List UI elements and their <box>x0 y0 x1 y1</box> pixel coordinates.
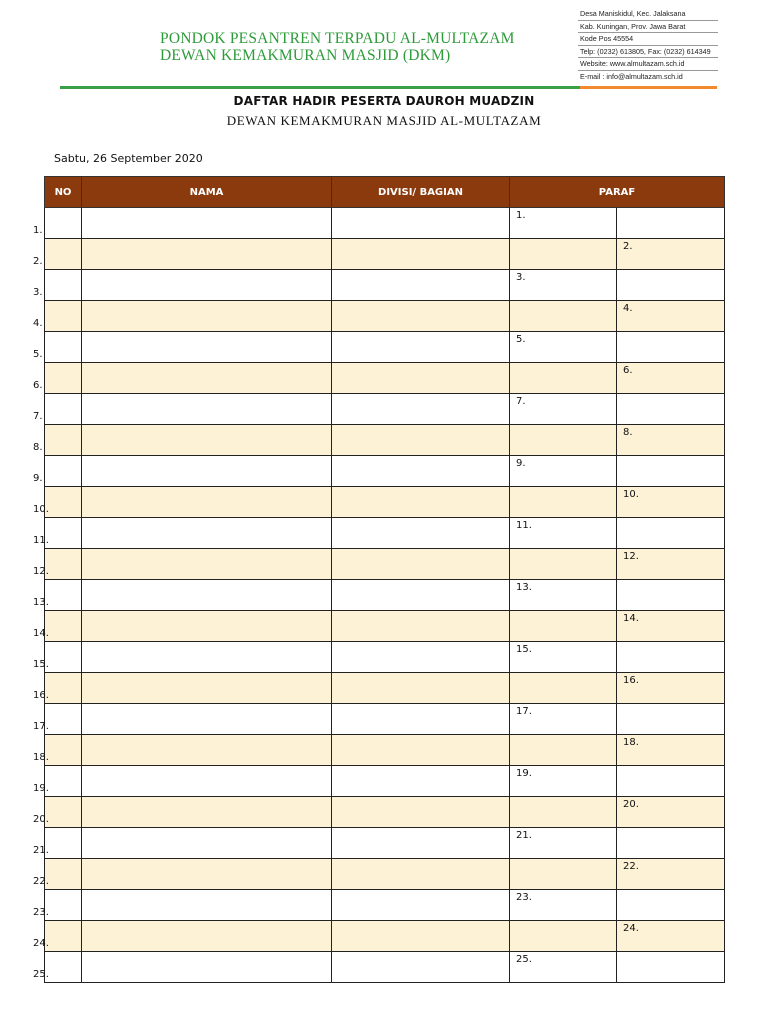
table-row <box>45 363 725 394</box>
cell-paraf-left[interactable] <box>510 580 617 611</box>
cell-paraf-left[interactable] <box>510 890 617 921</box>
cell-paraf-left[interactable] <box>510 425 617 456</box>
table-row <box>45 487 725 518</box>
contact-block <box>578 8 718 82</box>
cell-no <box>33 921 82 952</box>
row-number: 23. <box>33 907 49 918</box>
cell-paraf-right[interactable] <box>617 425 725 456</box>
contact-phone-fax: Telp: (0232) 613805, Fax: (0232) 614349 <box>578 46 718 59</box>
cell-divisi[interactable] <box>332 580 510 611</box>
cell-no <box>33 704 82 735</box>
cell-nama[interactable] <box>82 487 332 518</box>
cell-nama[interactable] <box>82 673 332 704</box>
column-header-no: NO <box>45 177 82 208</box>
paraf-number: 24. <box>623 923 639 934</box>
cell-paraf-right[interactable] <box>617 301 725 332</box>
paraf-number: 10. <box>623 489 639 500</box>
contact-postal-code: Kode Pos 45554 <box>578 33 718 46</box>
cell-divisi[interactable] <box>332 394 510 425</box>
cell-divisi[interactable] <box>332 363 510 394</box>
paraf-number: 9. <box>516 458 526 469</box>
cell-no <box>33 673 82 704</box>
table-row <box>45 704 725 735</box>
paraf-number: 3. <box>516 272 526 283</box>
cell-nama[interactable] <box>82 425 332 456</box>
cell-divisi[interactable] <box>332 797 510 828</box>
cell-paraf-right[interactable] <box>617 580 725 611</box>
cell-paraf-right[interactable] <box>617 890 725 921</box>
cell-divisi[interactable] <box>332 890 510 921</box>
cell-divisi[interactable] <box>332 456 510 487</box>
row-number: 18. <box>33 752 49 763</box>
paraf-number: 19. <box>516 768 532 779</box>
row-number: 21. <box>33 845 49 856</box>
row-number: 14. <box>33 628 49 639</box>
header-rule-green <box>60 86 580 89</box>
row-number: 25. <box>33 969 49 980</box>
paraf-number: 20. <box>623 799 639 810</box>
cell-no <box>33 828 82 859</box>
paraf-number: 15. <box>516 644 532 655</box>
cell-paraf-left[interactable] <box>510 859 617 890</box>
cell-nama[interactable] <box>82 549 332 580</box>
cell-nama[interactable] <box>82 456 332 487</box>
row-number: 11. <box>33 535 49 546</box>
table-row <box>45 208 725 239</box>
cell-no <box>33 735 82 766</box>
cell-paraf-left[interactable] <box>510 363 617 394</box>
contact-email: E-mail : info@almultazam.sch.id <box>580 71 683 81</box>
row-number: 20. <box>33 814 49 825</box>
cell-paraf-right[interactable] <box>617 828 725 859</box>
cell-paraf-left[interactable] <box>510 518 617 549</box>
cell-no <box>33 394 82 425</box>
cell-nama[interactable] <box>82 921 332 952</box>
cell-divisi[interactable] <box>332 239 510 270</box>
org-name-line2: DEWAN KEMAKMURAN MASJID (DKM) <box>160 47 451 64</box>
cell-paraf-left[interactable] <box>510 487 617 518</box>
row-number: 2. <box>33 256 43 267</box>
paraf-number: 21. <box>516 830 532 841</box>
cell-paraf-left[interactable] <box>510 735 617 766</box>
cell-paraf-left[interactable] <box>510 332 617 363</box>
cell-paraf-right[interactable] <box>617 549 725 580</box>
table-row <box>45 828 725 859</box>
row-number: 16. <box>33 690 49 701</box>
cell-nama[interactable] <box>82 518 332 549</box>
cell-nama[interactable] <box>82 332 332 363</box>
paraf-number: 16. <box>623 675 639 686</box>
cell-divisi[interactable] <box>332 611 510 642</box>
table-row <box>45 890 725 921</box>
cell-nama[interactable] <box>82 642 332 673</box>
cell-nama[interactable] <box>82 580 332 611</box>
document-title: DAFTAR HADIR PESERTA DAUROH MUADZIN <box>233 94 535 108</box>
cell-paraf-left[interactable] <box>510 766 617 797</box>
row-number: 5. <box>33 349 43 360</box>
cell-paraf-right[interactable] <box>617 766 725 797</box>
cell-no <box>33 890 82 921</box>
paraf-number: 18. <box>623 737 639 748</box>
cell-nama[interactable] <box>82 797 332 828</box>
cell-divisi[interactable] <box>332 766 510 797</box>
paraf-number: 8. <box>623 427 633 438</box>
table-row <box>45 518 725 549</box>
cell-no <box>33 487 82 518</box>
paraf-number: 2. <box>623 241 633 252</box>
row-number: 17. <box>33 721 49 732</box>
paraf-number: 7. <box>516 396 526 407</box>
cell-paraf-left[interactable] <box>510 673 617 704</box>
cell-divisi[interactable] <box>332 673 510 704</box>
cell-paraf-right[interactable] <box>617 239 725 270</box>
cell-divisi[interactable] <box>332 270 510 301</box>
paraf-number: 23. <box>516 892 532 903</box>
cell-paraf-left[interactable] <box>510 611 617 642</box>
cell-no <box>33 859 82 890</box>
cell-no <box>33 642 82 673</box>
cell-paraf-left[interactable] <box>510 301 617 332</box>
column-header-divisi: DIVISI/ BAGIAN <box>332 177 510 208</box>
cell-divisi[interactable] <box>332 921 510 952</box>
cell-divisi[interactable] <box>332 859 510 890</box>
table-row <box>45 270 725 301</box>
cell-no <box>33 456 82 487</box>
row-number: 8. <box>33 442 43 453</box>
row-number: 13. <box>33 597 49 608</box>
cell-divisi[interactable] <box>332 208 510 239</box>
table-row <box>45 797 725 828</box>
row-number: 10. <box>33 504 49 515</box>
row-number: 6. <box>33 380 43 391</box>
cell-paraf-left[interactable] <box>510 394 617 425</box>
table-row <box>45 642 725 673</box>
table-row <box>45 580 725 611</box>
row-number: 3. <box>33 287 43 298</box>
cell-paraf-right[interactable] <box>617 735 725 766</box>
column-header-nama: NAMA <box>82 177 332 208</box>
attendance-table <box>33 176 725 983</box>
cell-nama[interactable] <box>82 890 332 921</box>
table-row <box>45 766 725 797</box>
cell-paraf-right[interactable] <box>617 859 725 890</box>
cell-divisi[interactable] <box>332 425 510 456</box>
paraf-number: 12. <box>623 551 639 562</box>
cell-paraf-left[interactable] <box>510 921 617 952</box>
cell-no <box>33 549 82 580</box>
table-row <box>45 921 725 952</box>
cell-nama[interactable] <box>82 828 332 859</box>
cell-divisi[interactable] <box>332 487 510 518</box>
paraf-number: 17. <box>516 706 532 717</box>
cell-nama[interactable] <box>82 239 332 270</box>
cell-paraf-right[interactable] <box>617 611 725 642</box>
cell-paraf-right[interactable] <box>617 518 725 549</box>
contact-region: Kab. Kuningan, Prov. Jawa Barat <box>578 21 718 34</box>
row-number: 1. <box>33 225 43 236</box>
paraf-number: 5. <box>516 334 526 345</box>
row-number: 4. <box>33 318 43 329</box>
cell-paraf-right[interactable] <box>617 921 725 952</box>
cell-no <box>33 363 82 394</box>
row-number: 7. <box>33 411 43 422</box>
cell-divisi[interactable] <box>332 518 510 549</box>
header-rule-orange <box>580 86 717 89</box>
cell-no <box>33 208 82 239</box>
cell-divisi[interactable] <box>332 301 510 332</box>
cell-paraf-right[interactable] <box>617 270 725 301</box>
column-header-paraf: PARAF <box>510 177 725 208</box>
table-row <box>45 859 725 890</box>
org-name-line1: PONDOK PESANTREN TERPADU AL-MULTAZAM <box>160 30 515 47</box>
row-number: 19. <box>33 783 49 794</box>
cell-paraf-right[interactable] <box>617 332 725 363</box>
table-row <box>45 332 725 363</box>
cell-paraf-right[interactable] <box>617 208 725 239</box>
cell-paraf-right[interactable] <box>617 673 725 704</box>
cell-nama[interactable] <box>82 611 332 642</box>
table-row <box>45 952 725 983</box>
cell-nama[interactable] <box>82 704 332 735</box>
cell-paraf-right[interactable] <box>617 456 725 487</box>
paraf-number: 14. <box>623 613 639 624</box>
cell-paraf-right[interactable] <box>617 642 725 673</box>
cell-paraf-left[interactable] <box>510 797 617 828</box>
table-row <box>45 611 725 642</box>
cell-paraf-left[interactable] <box>510 828 617 859</box>
paraf-number: 13. <box>516 582 532 593</box>
cell-no <box>33 301 82 332</box>
cell-paraf-right[interactable] <box>617 394 725 425</box>
row-number: 15. <box>33 659 49 670</box>
paraf-number: 4. <box>623 303 633 314</box>
contact-address: Desa Maniskidul, Kec. Jalaksana <box>578 8 718 21</box>
cell-nama[interactable] <box>82 735 332 766</box>
cell-divisi[interactable] <box>332 549 510 580</box>
organization-name <box>160 30 515 64</box>
cell-nama[interactable] <box>82 270 332 301</box>
document-subtitle: DEWAN KEMAKMURAN MASJID AL-MULTAZAM <box>226 113 542 128</box>
cell-paraf-left[interactable] <box>510 270 617 301</box>
cell-divisi[interactable] <box>332 642 510 673</box>
table-row <box>45 673 725 704</box>
paraf-number: 1. <box>516 210 526 221</box>
cell-no <box>33 425 82 456</box>
cell-no <box>33 518 82 549</box>
paraf-number: 11. <box>516 520 532 531</box>
cell-no <box>33 611 82 642</box>
cell-divisi[interactable] <box>332 332 510 363</box>
table-row <box>45 735 725 766</box>
table-row <box>45 456 725 487</box>
table-row <box>45 394 725 425</box>
table-row <box>45 301 725 332</box>
table-body <box>33 208 725 983</box>
cell-no <box>33 952 82 983</box>
row-number: 22. <box>33 876 49 887</box>
cell-divisi[interactable] <box>332 735 510 766</box>
contact-website: Website: www.almultazam.sch.id <box>578 58 718 71</box>
cell-nama[interactable] <box>82 766 332 797</box>
cell-nama[interactable] <box>82 208 332 239</box>
cell-paraf-left[interactable] <box>510 642 617 673</box>
table-row <box>45 549 725 580</box>
cell-divisi[interactable] <box>332 704 510 735</box>
cell-paraf-right[interactable] <box>617 487 725 518</box>
table-header-row <box>45 177 725 208</box>
table-row <box>45 239 725 270</box>
cell-nama[interactable] <box>82 394 332 425</box>
cell-paraf-right[interactable] <box>617 363 725 394</box>
row-number: 9. <box>33 473 43 484</box>
cell-divisi[interactable] <box>332 828 510 859</box>
table-row <box>45 425 725 456</box>
cell-nama[interactable] <box>82 363 332 394</box>
cell-nama[interactable] <box>82 859 332 890</box>
cell-paraf-right[interactable] <box>617 952 725 983</box>
cell-no <box>33 270 82 301</box>
cell-nama[interactable] <box>82 301 332 332</box>
cell-paraf-right[interactable] <box>617 704 725 735</box>
paraf-number: 6. <box>623 365 633 376</box>
cell-paraf-left[interactable] <box>510 549 617 580</box>
cell-paraf-right[interactable] <box>617 797 725 828</box>
paraf-number: 22. <box>623 861 639 872</box>
cell-nama[interactable] <box>82 952 332 983</box>
cell-paraf-left[interactable] <box>510 704 617 735</box>
cell-paraf-left[interactable] <box>510 952 617 983</box>
cell-paraf-left[interactable] <box>510 208 617 239</box>
cell-no <box>33 332 82 363</box>
cell-no <box>33 797 82 828</box>
paraf-number: 25. <box>516 954 532 965</box>
cell-paraf-left[interactable] <box>510 456 617 487</box>
cell-no <box>33 766 82 797</box>
cell-divisi[interactable] <box>332 952 510 983</box>
row-number: 12. <box>33 566 49 577</box>
row-number: 24. <box>33 938 49 949</box>
event-date: Sabtu, 26 September 2020 <box>54 152 203 165</box>
cell-no <box>33 580 82 611</box>
cell-no <box>33 239 82 270</box>
cell-paraf-left[interactable] <box>510 239 617 270</box>
